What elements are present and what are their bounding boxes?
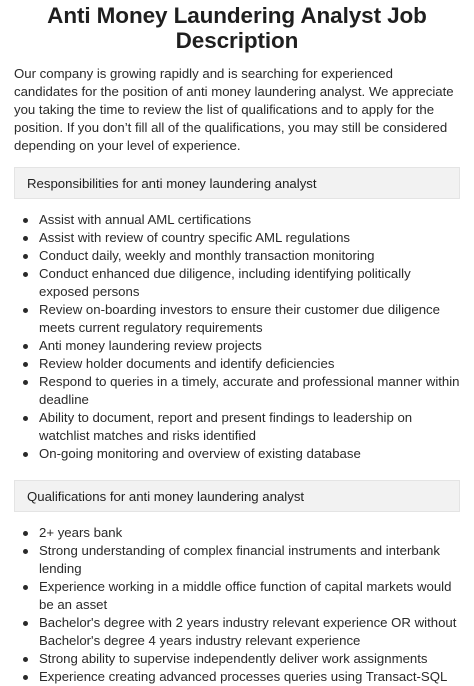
intro-paragraph: Our company is growing rapidly and is searching for experienced candidates for the position of anti money laundering analyst. We appreciate you taking the time to review the list of qualifications and to apply for the position. If you don’t fill all of the qualifications, you may still be considered depending on your level of experience. [14,66,454,153]
list-item [14,355,460,373]
qualifications-list [14,524,460,686]
bullet-icon [23,236,28,241]
list-item [14,301,460,337]
list-item [14,337,460,355]
list-item-text: Review on-boarding investors to ensure their customer due diligence meets current regulatory requirements [39,302,440,335]
list-item [14,650,460,668]
list-item [14,409,460,445]
bullet-icon [23,531,28,536]
list-item-text: Respond to queries in a timely, accurate and professional manner within deadline [39,374,460,407]
responsibilities-list [14,211,460,463]
list-item-text: Conduct daily, weekly and monthly transaction monitoring [39,248,375,263]
list-item-text: Bachelor's degree with 2 years industry relevant experience OR without Bachelor's degree 4 years industry relevant experience [39,615,457,648]
bullet-icon [23,416,28,421]
qualifications-header [14,480,460,512]
list-item-text: Experience creating advanced processes queries using Transact-SQL [39,669,448,684]
qualifications-heading: Qualifications for anti money laundering analyst [27,488,305,504]
bullet-icon [23,308,28,313]
list-item [14,578,460,614]
list-item [14,211,460,229]
bullet-icon [23,657,28,662]
bullet-icon [23,452,28,457]
list-item-text: Anti money laundering review projects [39,338,262,353]
bullet-icon [23,362,28,367]
bullet-icon [23,344,28,349]
list-item [14,265,460,301]
list-item [14,229,460,247]
list-item [14,445,460,463]
list-item-text: Strong ability to supervise independently deliver work assignments [39,651,428,666]
list-item-text: Assist with annual AML certifications [39,212,252,227]
bullet-icon [23,272,28,277]
bullet-icon [23,380,28,385]
bullet-icon [23,675,28,680]
list-item [14,247,460,265]
list-item-text: 2+ years bank [39,525,123,540]
list-item [14,373,460,409]
list-item-text: Strong understanding of complex financial instruments and interbank lending [39,543,440,576]
list-item [14,524,460,542]
list-item-text: Review holder documents and identify deficiencies [39,356,335,371]
bullet-icon [23,254,28,259]
list-item-text: Conduct enhanced due diligence, including identifying politically exposed persons [39,266,411,299]
bullet-icon [23,218,28,223]
list-item [14,668,460,686]
bullet-icon [23,585,28,590]
responsibilities-header [14,167,460,199]
list-item [14,614,460,650]
page-title: Anti Money Laundering Analyst Job Description [47,3,427,53]
list-item-text: Ability to document, report and present findings to leadership on watchlist matches and risks identified [39,410,413,443]
bullet-icon [23,549,28,554]
list-item-text: Assist with review of country specific AML regulations [39,230,351,245]
list-item-text: Experience working in a middle office function of capital markets would be an asset [39,579,452,612]
list-item-text: On-going monitoring and overview of existing database [39,446,361,461]
bullet-icon [23,621,28,626]
list-item [14,542,460,578]
responsibilities-heading: Responsibilities for anti money laundering analyst [27,175,317,191]
